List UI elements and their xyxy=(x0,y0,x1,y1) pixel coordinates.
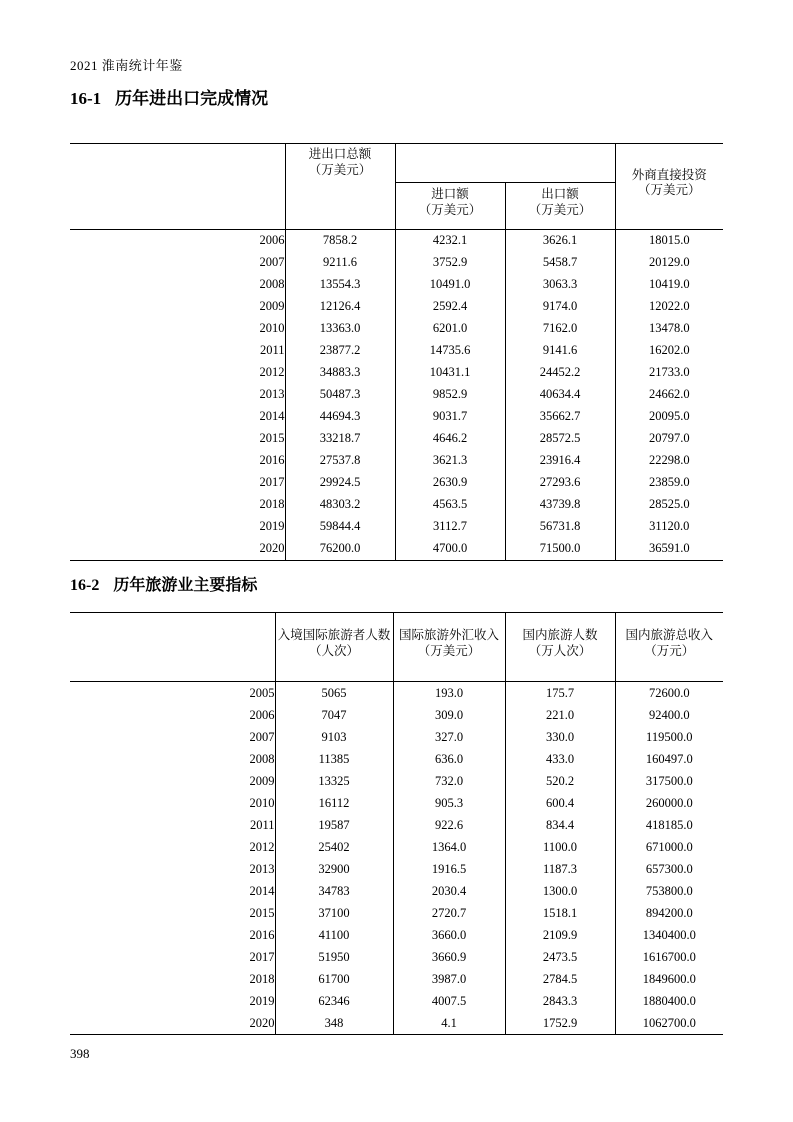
row-value: 40634.4 xyxy=(505,384,615,406)
table-row xyxy=(70,968,723,990)
row-year: 2009 xyxy=(259,299,285,313)
table-row xyxy=(70,946,723,968)
row-value: 4700.0 xyxy=(395,538,505,561)
table-row xyxy=(70,229,723,252)
header-domestic-tourists: 国内旅游人数 （万人次） xyxy=(505,613,615,676)
row-value: 922.6 xyxy=(393,814,505,836)
table-row xyxy=(70,538,723,561)
row-value: 327.0 xyxy=(393,726,505,748)
row-value: 13478.0 xyxy=(615,318,723,340)
table-row xyxy=(70,252,723,274)
row-value: 27293.6 xyxy=(505,472,615,494)
row-value: 16202.0 xyxy=(615,340,723,362)
row-value: 41100 xyxy=(275,924,393,946)
row-year: 2011 xyxy=(259,343,285,357)
row-value: 2720.7 xyxy=(393,902,505,924)
row-value: 61700 xyxy=(275,968,393,990)
row-value: 9141.6 xyxy=(505,340,615,362)
row-value: 3626.1 xyxy=(505,229,615,252)
row-year: 2013 xyxy=(249,861,275,876)
table-row xyxy=(70,792,723,814)
row-value: 36591.0 xyxy=(615,538,723,561)
row-value: 34883.3 xyxy=(285,362,395,384)
table-row xyxy=(70,450,723,472)
table-row xyxy=(70,472,723,494)
row-year: 2013 xyxy=(259,387,285,401)
row-value: 7162.0 xyxy=(505,318,615,340)
table2-header-row xyxy=(70,613,723,676)
header-import: 进口额 （万美元） xyxy=(395,182,505,223)
table-row xyxy=(70,902,723,924)
row-year: 2005 xyxy=(249,685,275,700)
row-value: 9852.9 xyxy=(395,384,505,406)
row-year: 2008 xyxy=(259,277,285,291)
row-value: 7858.2 xyxy=(285,229,395,252)
row-value: 1364.0 xyxy=(393,836,505,858)
row-value: 12022.0 xyxy=(615,296,723,318)
row-value: 9211.6 xyxy=(285,252,395,274)
header-export: 出口额 （万美元） xyxy=(505,182,615,223)
row-value: 13325 xyxy=(275,770,393,792)
table-row xyxy=(70,748,723,770)
table-row xyxy=(70,516,723,538)
row-value: 3621.3 xyxy=(395,450,505,472)
row-value: 48303.2 xyxy=(285,494,395,516)
row-value: 260000.0 xyxy=(615,792,723,814)
header-inbound-tourists: 入境国际旅游者人数 （人次） xyxy=(275,613,393,676)
row-value: 2109.9 xyxy=(505,924,615,946)
table-row xyxy=(70,682,723,705)
row-year: 2012 xyxy=(259,365,285,379)
header-domestic-income: 国内旅游总收入 （万元） xyxy=(615,613,723,676)
row-value: 1300.0 xyxy=(505,880,615,902)
row-value: 3063.3 xyxy=(505,274,615,296)
row-value: 1187.3 xyxy=(505,858,615,880)
row-value: 71500.0 xyxy=(505,538,615,561)
row-value: 657300.0 xyxy=(615,858,723,880)
row-year: 2016 xyxy=(249,927,275,942)
table-row xyxy=(70,1012,723,1035)
row-value: 13363.0 xyxy=(285,318,395,340)
corner-cell-2 xyxy=(70,182,285,223)
table-2-title: 历年旅游业主要指标 xyxy=(113,577,258,594)
row-value: 16112 xyxy=(275,792,393,814)
row-value: 21733.0 xyxy=(615,362,723,384)
row-value: 29924.5 xyxy=(285,472,395,494)
row-value: 1849600.0 xyxy=(615,968,723,990)
row-value: 330.0 xyxy=(505,726,615,748)
table-row xyxy=(70,836,723,858)
table-row xyxy=(70,770,723,792)
row-year: 2017 xyxy=(249,949,275,964)
row-value: 43739.8 xyxy=(505,494,615,516)
row-value: 31120.0 xyxy=(615,516,723,538)
row-value: 6201.0 xyxy=(395,318,505,340)
corner-cell-t2 xyxy=(70,613,275,676)
row-value: 10419.0 xyxy=(615,274,723,296)
row-value: 10491.0 xyxy=(395,274,505,296)
row-year: 2015 xyxy=(259,431,285,445)
header-total: 进出口总额 （万美元） xyxy=(285,144,395,183)
row-value: 193.0 xyxy=(393,682,505,705)
row-value: 1916.5 xyxy=(393,858,505,880)
row-value: 11385 xyxy=(275,748,393,770)
table-row xyxy=(70,858,723,880)
row-value: 19587 xyxy=(275,814,393,836)
row-value: 418185.0 xyxy=(615,814,723,836)
row-value: 834.4 xyxy=(505,814,615,836)
row-value: 4646.2 xyxy=(395,428,505,450)
row-year: 2010 xyxy=(249,795,275,810)
row-year: 2012 xyxy=(249,839,275,854)
table-tourism xyxy=(70,612,723,1035)
header-intl-fx-income: 国际旅游外汇收入 （万美元） xyxy=(393,613,505,676)
row-value: 5458.7 xyxy=(505,252,615,274)
header-total-continue xyxy=(285,182,395,223)
table-2-heading xyxy=(70,572,257,595)
row-value: 4.1 xyxy=(393,1012,505,1035)
row-value: 33218.7 xyxy=(285,428,395,450)
row-value: 22298.0 xyxy=(615,450,723,472)
row-value: 1100.0 xyxy=(505,836,615,858)
table-header-row-1 xyxy=(70,144,723,183)
row-value: 2592.4 xyxy=(395,296,505,318)
page-number: 398 xyxy=(70,1046,90,1061)
row-value: 37100 xyxy=(275,902,393,924)
row-value: 92400.0 xyxy=(615,704,723,726)
row-value: 9103 xyxy=(275,726,393,748)
row-value: 1880400.0 xyxy=(615,990,723,1012)
table-trade-body xyxy=(70,229,723,560)
row-value: 44694.3 xyxy=(285,406,395,428)
row-value: 1062700.0 xyxy=(615,1012,723,1035)
table-row xyxy=(70,428,723,450)
row-year: 2006 xyxy=(259,233,285,247)
row-value: 51950 xyxy=(275,946,393,968)
row-value: 2030.4 xyxy=(393,880,505,902)
row-value: 24452.2 xyxy=(505,362,615,384)
running-head: 2021 淮南统计年鉴 xyxy=(70,58,183,73)
table-row xyxy=(70,406,723,428)
row-year: 2020 xyxy=(70,1012,275,1035)
row-value: 24662.0 xyxy=(615,384,723,406)
row-year: 2006 xyxy=(249,707,275,722)
table-row xyxy=(70,880,723,902)
table-trade xyxy=(70,143,723,561)
header-fdi: 外商直接投资 （万美元） xyxy=(615,144,723,223)
row-value: 1518.1 xyxy=(505,902,615,924)
row-value: 50487.3 xyxy=(285,384,395,406)
row-value: 671000.0 xyxy=(615,836,723,858)
row-value: 20797.0 xyxy=(615,428,723,450)
row-year: 2018 xyxy=(259,497,285,511)
row-year: 2014 xyxy=(249,883,275,898)
row-value: 119500.0 xyxy=(615,726,723,748)
table-row xyxy=(70,494,723,516)
row-value: 20095.0 xyxy=(615,406,723,428)
row-value: 3660.0 xyxy=(393,924,505,946)
row-value: 18015.0 xyxy=(615,229,723,252)
row-value: 348 xyxy=(275,1012,393,1035)
row-value: 34783 xyxy=(275,880,393,902)
row-value: 14735.6 xyxy=(395,340,505,362)
row-value: 72600.0 xyxy=(615,682,723,705)
row-value: 27537.8 xyxy=(285,450,395,472)
row-value: 4563.5 xyxy=(395,494,505,516)
row-value: 23877.2 xyxy=(285,340,395,362)
table-row xyxy=(70,814,723,836)
row-value: 1340400.0 xyxy=(615,924,723,946)
row-value: 433.0 xyxy=(505,748,615,770)
table-row xyxy=(70,362,723,384)
row-value: 520.2 xyxy=(505,770,615,792)
row-year: 2014 xyxy=(259,409,285,423)
row-year: 2018 xyxy=(249,971,275,986)
row-value: 76200.0 xyxy=(285,538,395,561)
row-value: 175.7 xyxy=(505,682,615,705)
row-value: 221.0 xyxy=(505,704,615,726)
table-2-number: 16-2 xyxy=(70,577,100,594)
table-1-title: 历年进出口完成情况 xyxy=(115,89,269,108)
row-value: 23916.4 xyxy=(505,450,615,472)
row-value: 9031.7 xyxy=(395,406,505,428)
row-value: 732.0 xyxy=(393,770,505,792)
table-row xyxy=(70,274,723,296)
row-year: 2009 xyxy=(249,773,275,788)
table-1-heading xyxy=(70,84,268,109)
row-value: 35662.7 xyxy=(505,406,615,428)
row-value: 5065 xyxy=(275,682,393,705)
row-value: 636.0 xyxy=(393,748,505,770)
row-value: 1752.9 xyxy=(505,1012,615,1035)
row-value: 2473.5 xyxy=(505,946,615,968)
row-value: 2784.5 xyxy=(505,968,615,990)
row-value: 753800.0 xyxy=(615,880,723,902)
table-row xyxy=(70,318,723,340)
row-value: 25402 xyxy=(275,836,393,858)
row-value: 28525.0 xyxy=(615,494,723,516)
table-row xyxy=(70,726,723,748)
row-value: 62346 xyxy=(275,990,393,1012)
row-value: 7047 xyxy=(275,704,393,726)
table-row xyxy=(70,296,723,318)
row-value: 4007.5 xyxy=(393,990,505,1012)
row-value: 3112.7 xyxy=(395,516,505,538)
row-year: 2016 xyxy=(259,453,285,467)
table-row xyxy=(70,340,723,362)
table-row xyxy=(70,924,723,946)
header-spacer xyxy=(395,144,615,183)
row-value: 600.4 xyxy=(505,792,615,814)
row-value: 2630.9 xyxy=(395,472,505,494)
row-year: 2020 xyxy=(70,538,285,561)
row-value: 28572.5 xyxy=(505,428,615,450)
row-year: 2019 xyxy=(249,993,275,1008)
table-row xyxy=(70,384,723,406)
row-value: 3752.9 xyxy=(395,252,505,274)
row-value: 13554.3 xyxy=(285,274,395,296)
row-value: 4232.1 xyxy=(395,229,505,252)
row-year: 2019 xyxy=(259,519,285,533)
row-value: 3987.0 xyxy=(393,968,505,990)
row-value: 905.3 xyxy=(393,792,505,814)
corner-cell xyxy=(70,144,285,183)
row-value: 59844.4 xyxy=(285,516,395,538)
table-tourism-body xyxy=(70,682,723,1035)
table-row xyxy=(70,704,723,726)
row-value: 23859.0 xyxy=(615,472,723,494)
row-value: 317500.0 xyxy=(615,770,723,792)
row-year: 2015 xyxy=(249,905,275,920)
row-year: 2007 xyxy=(259,255,285,269)
row-value: 3660.9 xyxy=(393,946,505,968)
row-year: 2017 xyxy=(259,475,285,489)
row-value: 32900 xyxy=(275,858,393,880)
table-row xyxy=(70,990,723,1012)
row-value: 9174.0 xyxy=(505,296,615,318)
row-value: 309.0 xyxy=(393,704,505,726)
row-value: 12126.4 xyxy=(285,296,395,318)
row-year: 2011 xyxy=(249,817,275,832)
row-value: 20129.0 xyxy=(615,252,723,274)
row-value: 160497.0 xyxy=(615,748,723,770)
table-1-number: 16-1 xyxy=(70,89,102,108)
row-value: 894200.0 xyxy=(615,902,723,924)
row-value: 56731.8 xyxy=(505,516,615,538)
row-value: 2843.3 xyxy=(505,990,615,1012)
row-year: 2007 xyxy=(249,729,275,744)
row-year: 2008 xyxy=(249,751,275,766)
row-value: 10431.1 xyxy=(395,362,505,384)
row-year: 2010 xyxy=(259,321,285,335)
row-value: 1616700.0 xyxy=(615,946,723,968)
